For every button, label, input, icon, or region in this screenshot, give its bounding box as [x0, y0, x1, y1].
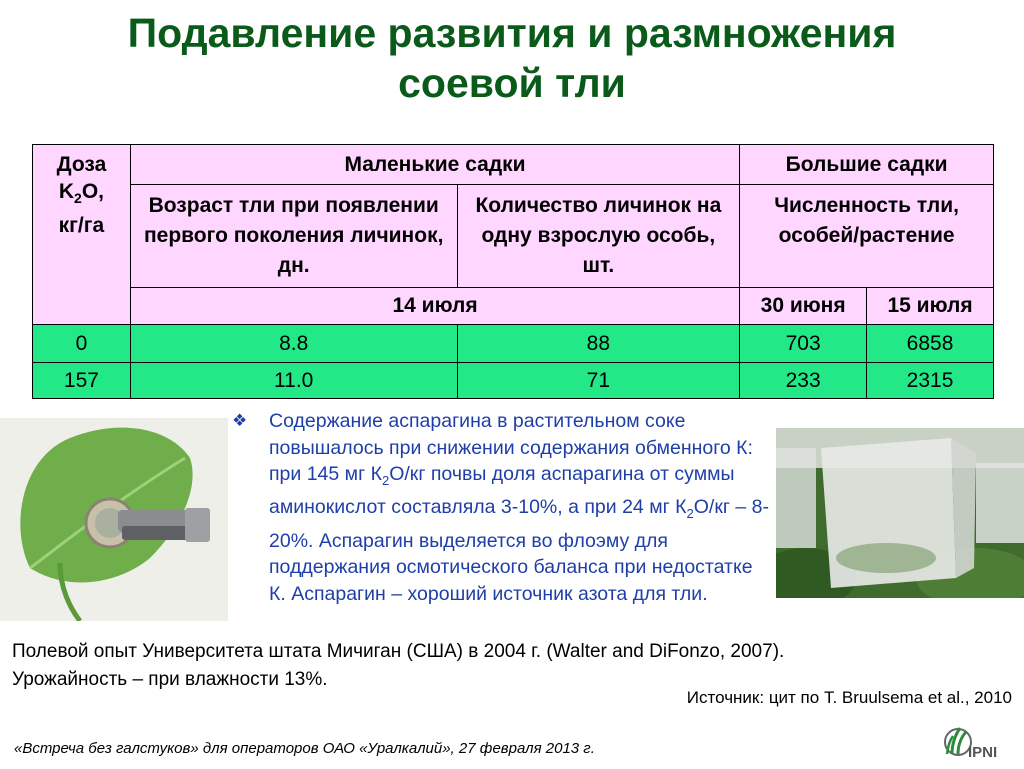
cell-july15: 2315	[867, 363, 994, 399]
cell-dose: 0	[33, 325, 131, 363]
table-row	[33, 363, 994, 399]
note-line-1: Полевой опыт Университета штата Мичиган (США) в 2004 г. (Walter and DiFonzo, 2007).	[12, 641, 785, 662]
ipni-logo	[938, 718, 1016, 764]
diamond-bullet-icon: ❖	[232, 411, 248, 430]
logo-text: IPNI	[968, 744, 998, 761]
cell-june30: 703	[740, 325, 867, 363]
small-cages-header: Маленькие садки	[130, 145, 739, 185]
cell-age: 11.0	[130, 363, 457, 399]
table-row	[33, 325, 994, 363]
cell-larvae: 88	[457, 325, 740, 363]
larvae-column-header: Количество личинок на одну взрослую особь, шт.	[457, 185, 740, 288]
dose-header: Доза $K_2O$, кг/га	[33, 145, 131, 325]
note-line-2: Урожайность – при влажности 13%.	[12, 669, 328, 690]
results-table	[32, 144, 994, 399]
cages-field-photo	[776, 428, 1024, 598]
ipni-logo-icon	[938, 718, 972, 764]
cell-dose: 157	[33, 363, 131, 399]
asparagine-text: Содержание аспарагина в растительном соке повышалось при снижении содержания обменного К: при 145 мг $К_2О/кг$ почвы доля аспарагина от суммы аминокислот составляла 3-10%, а при 24 мг $К_2О/кг - 8-20\%$. Аспарагин выделяется во флоэму для поддержания осмотического баланса при недостатке К. Аспарагин – хороший источник азота для тли.	[269, 410, 769, 605]
source-citation: Источник: цит по T. Bruulsema et al., 2010	[686, 688, 1012, 707]
cell-larvae: 71	[457, 363, 740, 399]
cell-june30: 233	[740, 363, 867, 399]
date-june-30: 30 июня	[740, 288, 867, 325]
cell-july15: 6858	[867, 325, 994, 363]
cell-age: 8.8	[130, 325, 457, 363]
footer-text: «Встреча без галстуков» для операторов ОАО «Уралкалий», 27 февраля 2013 г.	[14, 740, 595, 757]
date-july-14: 14 июля	[130, 288, 739, 325]
title-line-2: соевой тли	[398, 60, 626, 106]
date-july-15: 15 июля	[867, 288, 994, 325]
title-line-1: Подавление развития и размножения	[127, 10, 897, 56]
population-column-header: Численность тли, особей/растение	[740, 185, 994, 288]
age-column-header: Возраст тли при появлении первого поколения личинок, дн.	[130, 185, 457, 288]
experiment-note	[12, 638, 1012, 694]
leaf-clip-photo	[0, 418, 228, 621]
large-cages-header: Большие садки	[740, 145, 994, 185]
slide-title	[0, 8, 1024, 108]
